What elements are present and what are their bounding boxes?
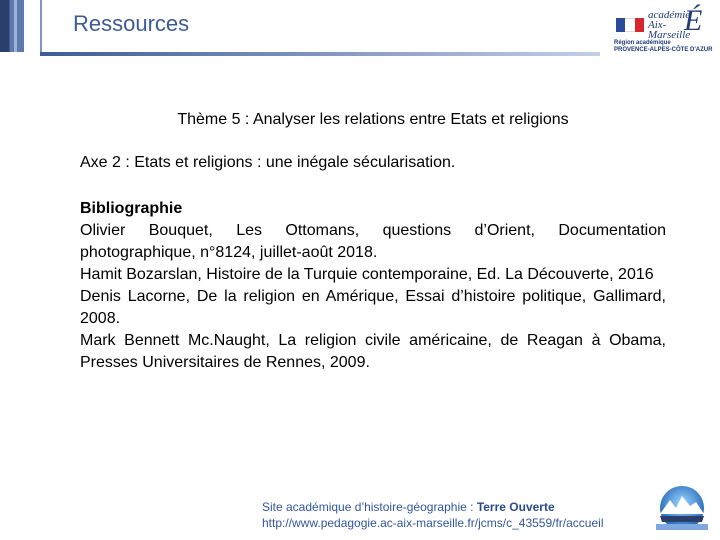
terre-ouverte-logo-icon [652,484,710,532]
reference-item: Olivier Bouquet, Les Ottomans, questions d’Orient, Documentation photographique, n°8124, juillet-août 2018. [80,222,666,261]
reference-item: Hamit Bozarslan, Histoire de la Turquie contemporaine, Ed. La Découverte, 2016 [80,266,654,283]
footer-site-line [262,499,603,515]
academy-logo [612,4,713,54]
logo-initial: É [684,4,703,37]
footer-url-link[interactable]: http://www.pedagogie.ac-aix-marseille.fr/jcms/c_43559/fr/accueil [262,516,604,530]
french-flag-icon [616,18,644,32]
footer-site-link[interactable]: Terre Ouverte [476,500,555,514]
header-underline [40,52,600,56]
header-vertical-line [40,0,42,56]
header-bar-decoration [0,0,24,52]
reference-item: Mark Bennett Mc.Naught, La religion civile américaine, de Reagan à Obama, Presses Universitaires de Rennes, 2009. [80,332,666,371]
logo-text: académie Aix-Marseille [648,9,691,41]
theme-heading: Thème 5 : Analyser les relations entre Etats et religions [177,111,569,128]
header-stripe-decoration [14,0,17,52]
page-title: Ressources [73,11,190,36]
axe-heading: Axe 2 : Etats et religions : une inégale sécularisation. [80,154,456,171]
footer-site-prefix: Site académique d’histoire-géographie : [262,500,477,514]
logo-subtitle: Région académique PROVENCE-ALPES-CÔTE D'AZUR [614,40,713,53]
bibliography-heading: Bibliographie [80,200,183,217]
reference-item: Denis Lacorne, De la religion en Amérique, Essai d’histoire politique, Gallimard, 2008. [80,288,666,327]
bibliography [80,198,666,374]
footer [262,499,603,531]
